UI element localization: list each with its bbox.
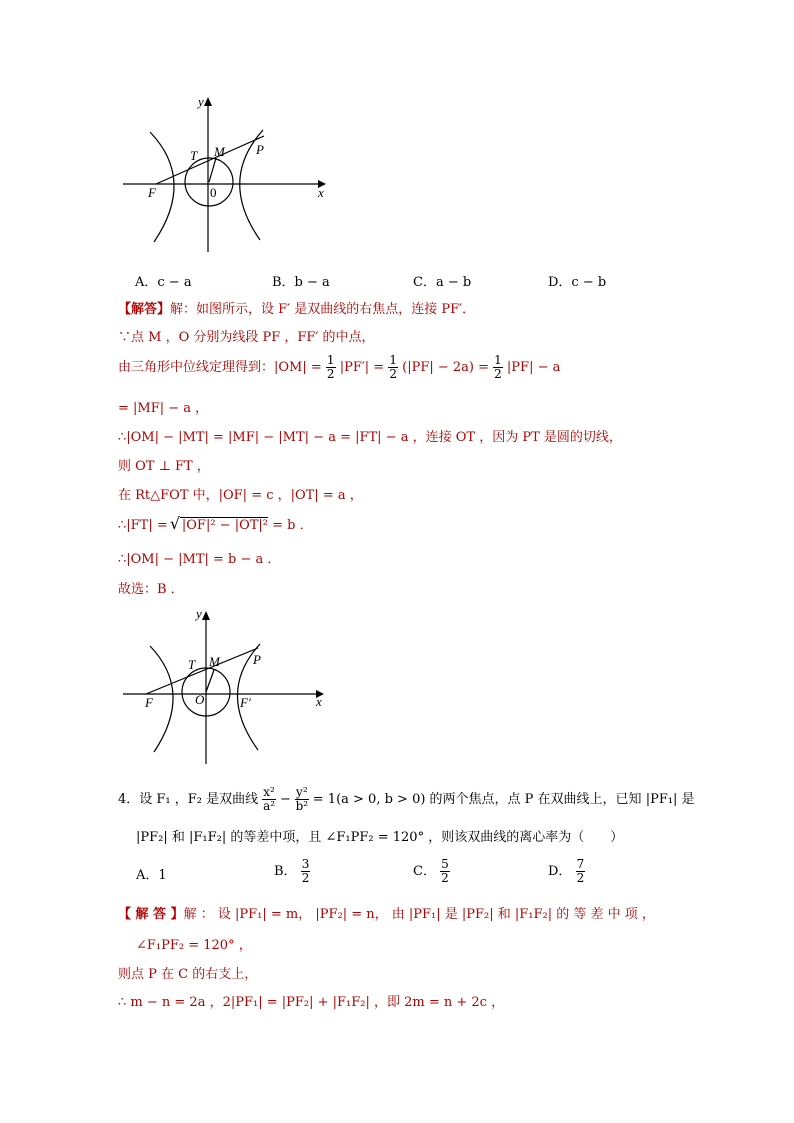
label-f: F (148, 185, 156, 200)
label-o: O (195, 692, 205, 707)
label-x: x (318, 185, 324, 200)
label-o: 0 (210, 185, 217, 200)
q4-solution-line-4: ∴ m − n = 2a ，2|PF₁| = |PF₂| + |F₁F₂| ，即 2m = n + 2c ， (118, 995, 505, 1010)
q3-option-c: C．a − b (413, 275, 472, 290)
q3-solution-line-3: 由三角形中位线定理得到：|OM| = $\frac{1}{2}$ |PF′| = $\frac{1}{2}$ (|PF| − 2a) = $\frac{1}{2}$ |PF| − a (118, 353, 561, 381)
figure-1-hyperbola (118, 92, 328, 252)
label-x: x (316, 694, 322, 709)
q3-solution-line-4: = |MF| − a ， (118, 401, 209, 416)
q3-solution-line-5: ∴|OM| − |MT| = |MF| − |MT| − a = |FT| − a ，连接 OT ，因为 PT 是圆的切线， (118, 430, 622, 445)
label-f-prime: F′ (240, 695, 251, 710)
q3-solution-line-7: 在 Rt△FOT 中，|OF| = c ，|OT| = a ， (118, 488, 363, 503)
q3-option-b: B．b − a (272, 275, 330, 290)
label-t: T (188, 657, 196, 672)
q4-option-c: C． $\frac{5}{2}$ (413, 857, 449, 885)
q3-solution-line-8: ∴|FT| = √ |OF|² − |OT|² = b ． (118, 514, 313, 533)
q4-option-a: A．1 (136, 868, 167, 883)
q3-solution-line-10: 故选：B ． (118, 582, 184, 597)
q3-solution-line-1: 【解答】解：如图所示，设 F′ 是双曲线的右焦点，连接 PF′． (118, 302, 476, 317)
q4-stem-line-1: 4．设 F₁ ，F₂ 是双曲线 $\frac{\text{x²}}{\text{a²}}$ − $\frac{\text{y²}}{\text{b²}}$ = 1(a > 0, b > 0) 的两个焦点，点 P 在双曲线上，已知 |PF₁| 是 (118, 785, 695, 813)
answer-tag: 【解答】 (118, 302, 171, 317)
q3-solution-line-6: 则 OT ⊥ FT ， (118, 459, 210, 474)
q3-option-d: D．c − b (548, 275, 607, 290)
q4-solution-line-2: ∠F₁PF₂ = 120° ， (136, 938, 252, 953)
label-p: P (253, 652, 261, 667)
label-y: y (198, 94, 204, 109)
q3-solution-line-9: ∴|OM| − |MT| = b − a ． (118, 552, 281, 567)
line-fp (146, 648, 258, 694)
y-axis-arrow (204, 97, 212, 106)
y-axis-arrow (202, 611, 210, 620)
q4-option-b: B． $\frac{3}{2}$ (274, 857, 310, 885)
line-om (206, 670, 214, 692)
left-branch (150, 646, 173, 752)
q3-solution-line-2: ∵点 M ，O 分别为线段 PF ，FF′ 的中点， (118, 330, 375, 345)
label-y: y (196, 606, 202, 621)
line-om (209, 158, 216, 182)
figure-2-hyperbola (118, 604, 328, 764)
q4-option-d: D． $\frac{7}{2}$ (548, 857, 585, 885)
label-m: M (209, 654, 220, 669)
label-t: T (190, 148, 198, 163)
label-p: P (256, 142, 264, 157)
label-f: F (145, 695, 153, 710)
q3-option-a: A．c − a (135, 275, 192, 290)
q4-stem-line-2: |PF₂| 和 |F₁F₂| 的等差中项，且 ∠F₁PF₂ = 120° ，则该双曲线的离心率为（ ） (136, 830, 624, 845)
q4-solution-line-3: 则点 P 在 C 的右支上， (118, 967, 258, 982)
label-m: M (214, 144, 225, 159)
sqrt: √ |OF|² − |OT|² (169, 514, 268, 533)
q4-solution-line-1: 【 解 答 】解 ： 设 |PF₁| = m， |PF₂| = n， 由 |PF₁| 是 |PF₂| 和 |F₁F₂| 的 等 差 中 项 ， (118, 907, 655, 922)
